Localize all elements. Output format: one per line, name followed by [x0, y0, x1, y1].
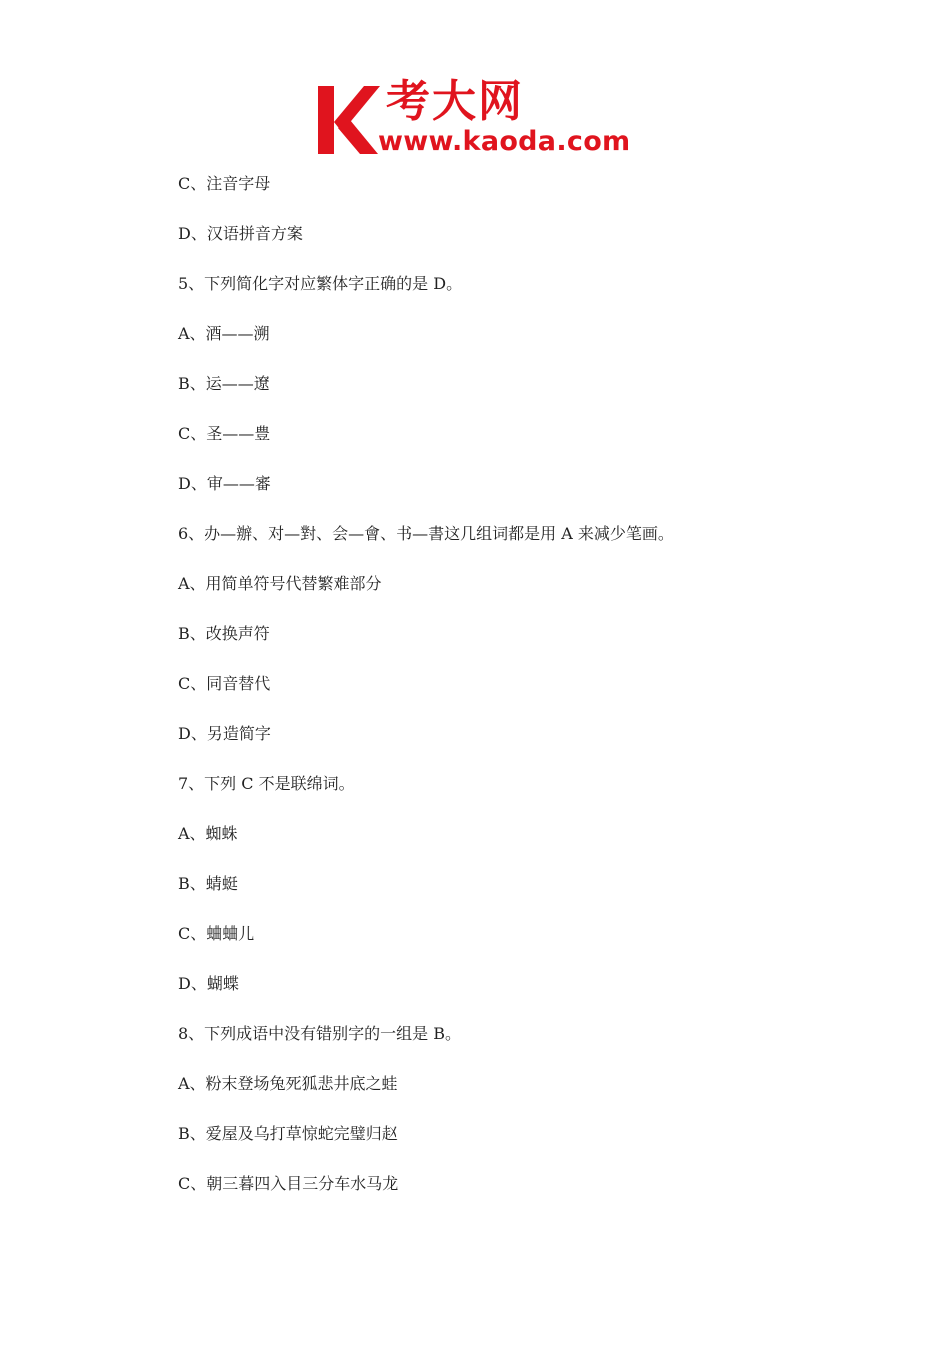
option-line: A、蜘蛛: [178, 824, 238, 843]
option-line: A、酒——溯: [178, 324, 270, 343]
option-line: D、蝴蝶: [178, 974, 239, 993]
question-content: [178, 170, 878, 1220]
option-line: C、注音字母: [178, 174, 271, 193]
option-line: D、汉语拼音方案: [178, 224, 303, 243]
question-line: 6、办—辦、对—對、会—會、书—書这几组词都是用 A 来减少笔画。: [178, 524, 674, 543]
option-line: B、蜻蜓: [178, 874, 238, 893]
option-line: A、粉末登场兔死狐悲井底之蛙: [178, 1074, 398, 1093]
option-line: C、朝三暮四入目三分车水马龙: [178, 1174, 399, 1193]
k-logo-icon: [318, 82, 380, 154]
option-line: B、爱屋及乌打草惊蛇完璧归赵: [178, 1124, 398, 1143]
option-line: B、改换声符: [178, 624, 270, 643]
option-line: C、蛐蛐儿: [178, 924, 255, 943]
option-line: B、运——遼: [178, 374, 270, 393]
option-line: C、圣——豊: [178, 424, 271, 443]
option-line: D、审——審: [178, 474, 271, 493]
logo-url: www.kaoda.com: [378, 126, 631, 157]
question-line: 7、下列 C 不是联绵词。: [178, 774, 355, 793]
question-line: 8、下列成语中没有错别字的一组是 B。: [178, 1024, 462, 1043]
logo-title: 考大网: [386, 76, 524, 127]
kaoda-logo[interactable]: [318, 76, 638, 160]
question-line: 5、下列简化字对应繁体字正确的是 D。: [178, 274, 463, 293]
option-line: C、同音替代: [178, 674, 271, 693]
option-line: D、另造简字: [178, 724, 271, 743]
option-line: A、用简单符号代替繁难部分: [178, 574, 382, 593]
